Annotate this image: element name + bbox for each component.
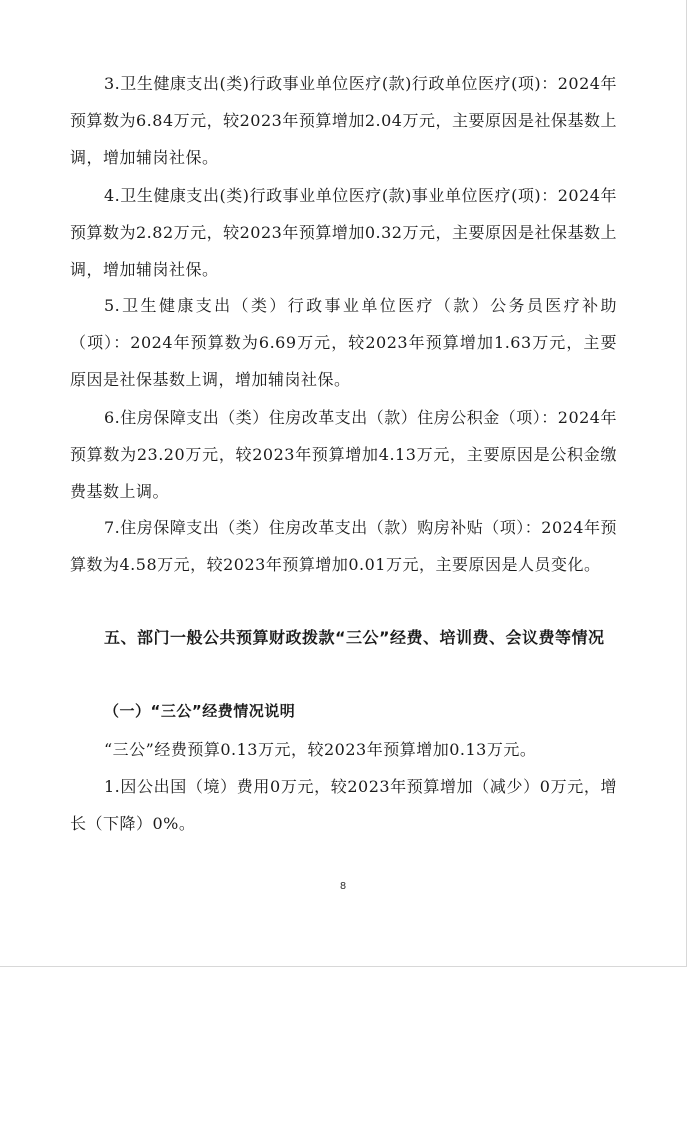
paragraph-item-5: 5.卫生健康支出（类）行政事业单位医疗（款）公务员医疗补助（项）：2024年预算数为6.69万元，较2023年预算增加1.63万元，主要原因是社保基数上调，增加辅岗社保。 — [70, 296, 617, 389]
summary-paragraph: “三公”经费预算0.13万元，较2023年预算增加0.13万元。 — [104, 740, 537, 759]
paragraph-item-4: 4.卫生健康支出(类)行政事业单位医疗(款)事业单位医疗(项)：2024年预算数为2.82万元，较2023年预算增加0.32万元，主要原因是社保基数上调，增加辅岗社保。 — [70, 186, 617, 279]
paragraph-item-7: 7.住房保障支出（类）住房改革支出（款）购房补贴（项）：2024年预算数为4.58万元，较2023年预算增加0.01万元，主要原因是人员变化。 — [70, 518, 617, 574]
paragraph-item-1: 1.因公出国（境）费用0万元，较2023年预算增加（减少）0万元，增长（下降）0%。 — [70, 777, 617, 833]
section-heading: 五、部门一般公共预算财政拨款“三公”经费、培训费、会议费等情况 — [104, 628, 605, 647]
page-number: 8 — [339, 881, 347, 892]
paragraph-item-3: 3.卫生健康支出(类)行政事业单位医疗(款)行政单位医疗(项)：2024年预算数为6.84万元，较2023年预算增加2.04万元，主要原因是社保基数上调，增加辅岗社保。 — [70, 74, 617, 167]
sub-heading: （一）“三公”经费情况说明 — [104, 702, 296, 720]
paragraph-item-6: 6.住房保障支出（类）住房改革支出（款）住房公积金（项）：2024年预算数为23.20万元，较2023年预算增加4.13万元，主要原因是公积金缴费基数上调。 — [70, 408, 617, 501]
